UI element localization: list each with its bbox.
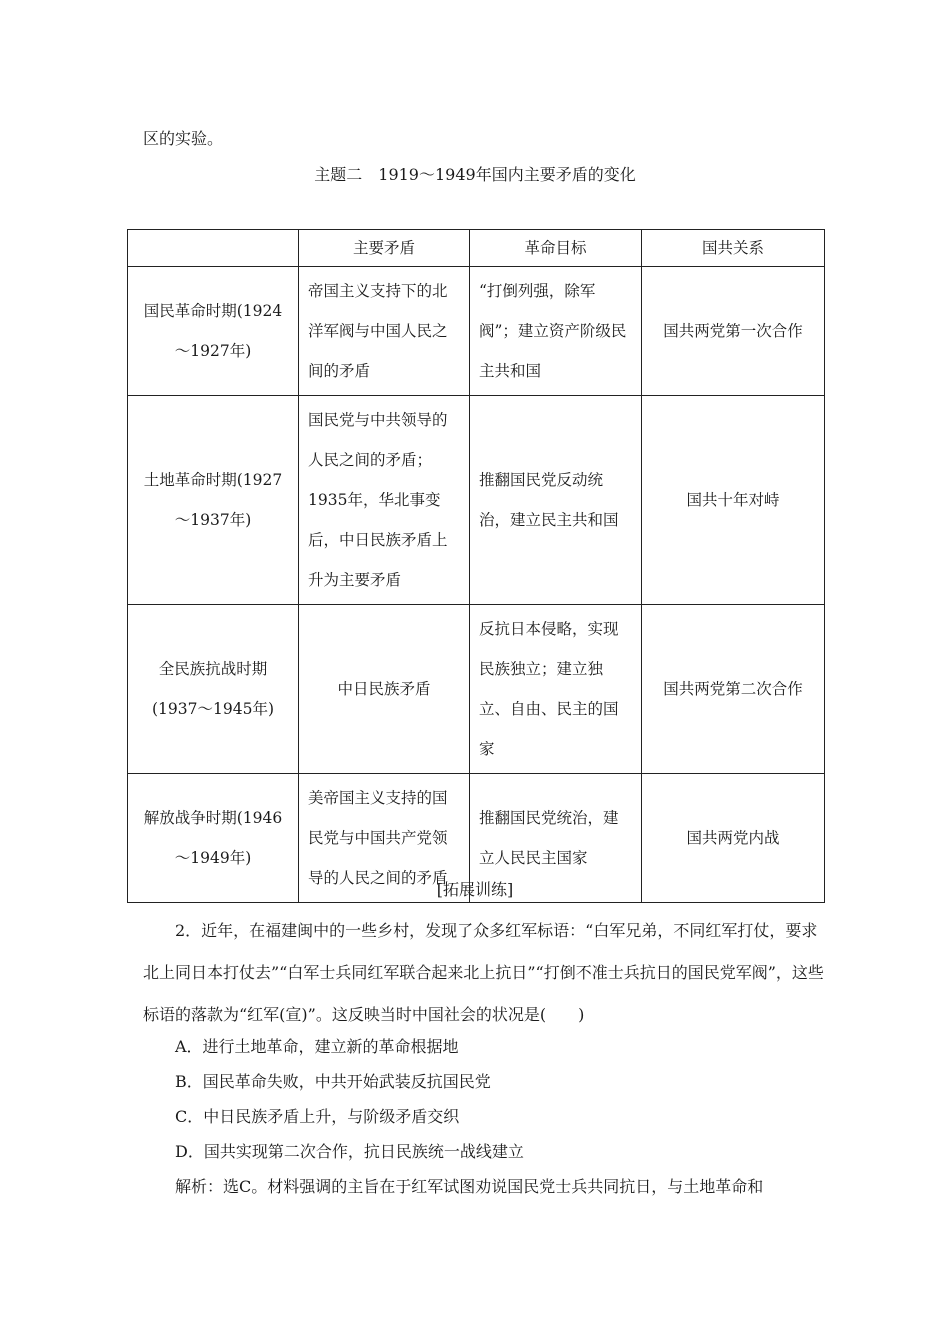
option-b: B．国民革命失败，中共开始武装反抗国民党	[175, 1072, 491, 1091]
period-cell: 国民革命时期(1924～1927年)	[128, 267, 299, 396]
lead-text: 区的实验。	[143, 129, 224, 148]
period-cell: 全民族抗战时期(1937～1945年)	[128, 605, 299, 774]
option-a: A．进行土地革命，建立新的革命根据地	[175, 1037, 459, 1056]
header-empty	[128, 230, 299, 267]
section-caption: [拓展训练]	[436, 880, 514, 899]
table-row	[128, 605, 825, 774]
topic-title: 主题二 1919～1949年国内主要矛盾的变化	[314, 165, 636, 184]
table-header-row	[128, 230, 825, 267]
contradiction-cell: 国民党与中共领导的人民之间的矛盾；1935年，华北事变后，中日民族矛盾上升为主要矛盾	[299, 396, 470, 605]
table-row	[128, 396, 825, 605]
header-contradiction: 主要矛盾	[299, 230, 470, 267]
contradiction-cell: 帝国主义支持下的北洋军阀与中国人民之间的矛盾	[299, 267, 470, 396]
contradiction-cell: 中日民族矛盾	[299, 605, 470, 774]
question-text: 2．近年，在福建闽中的一些乡村，发现了众多红军标语：“白军兄弟，不同红军打仗，要求北上同日本打仗去”“白军士兵同红军联合起来北上抗日”“打倒不准士兵抗日的国民党军阀”，这些标语的落款为“红军(宣)”。这反映当时中国社会的状况是( )	[143, 921, 824, 1024]
contradiction-cell: 美帝国主义支持的国民党与中国共产党领导的人民之间的矛盾	[299, 774, 470, 903]
goal-cell: “打倒列强，除军阀”；建立资产阶级民主共和国	[470, 267, 642, 396]
contradiction-table	[127, 229, 825, 903]
analysis-text: 解析：选C。材料强调的主旨在于红军试图劝说国民党士兵共同抗日，与土地革命和	[175, 1177, 764, 1196]
relation-cell: 国共两党第二次合作	[642, 605, 825, 774]
option-c: C．中日民族矛盾上升，与阶级矛盾交织	[175, 1107, 460, 1126]
relation-cell: 国共十年对峙	[642, 396, 825, 605]
period-cell: 解放战争时期(1946～1949年)	[128, 774, 299, 903]
goal-cell: 推翻国民党反动统治，建立民主共和国	[470, 396, 642, 605]
relation-cell: 国共两党第一次合作	[642, 267, 825, 396]
table-row	[128, 267, 825, 396]
header-relation: 国共关系	[642, 230, 825, 267]
goal-cell: 反抗日本侵略，实现民族独立；建立独立、自由、民主的国家	[470, 605, 642, 774]
goal-cell: 推翻国民党统治，建立人民民主国家	[470, 774, 642, 903]
header-goal: 革命目标	[470, 230, 642, 267]
relation-cell: 国共两党内战	[642, 774, 825, 903]
option-d: D．国共实现第二次合作，抗日民族统一战线建立	[175, 1142, 524, 1161]
period-cell: 土地革命时期(1927～1937年)	[128, 396, 299, 605]
